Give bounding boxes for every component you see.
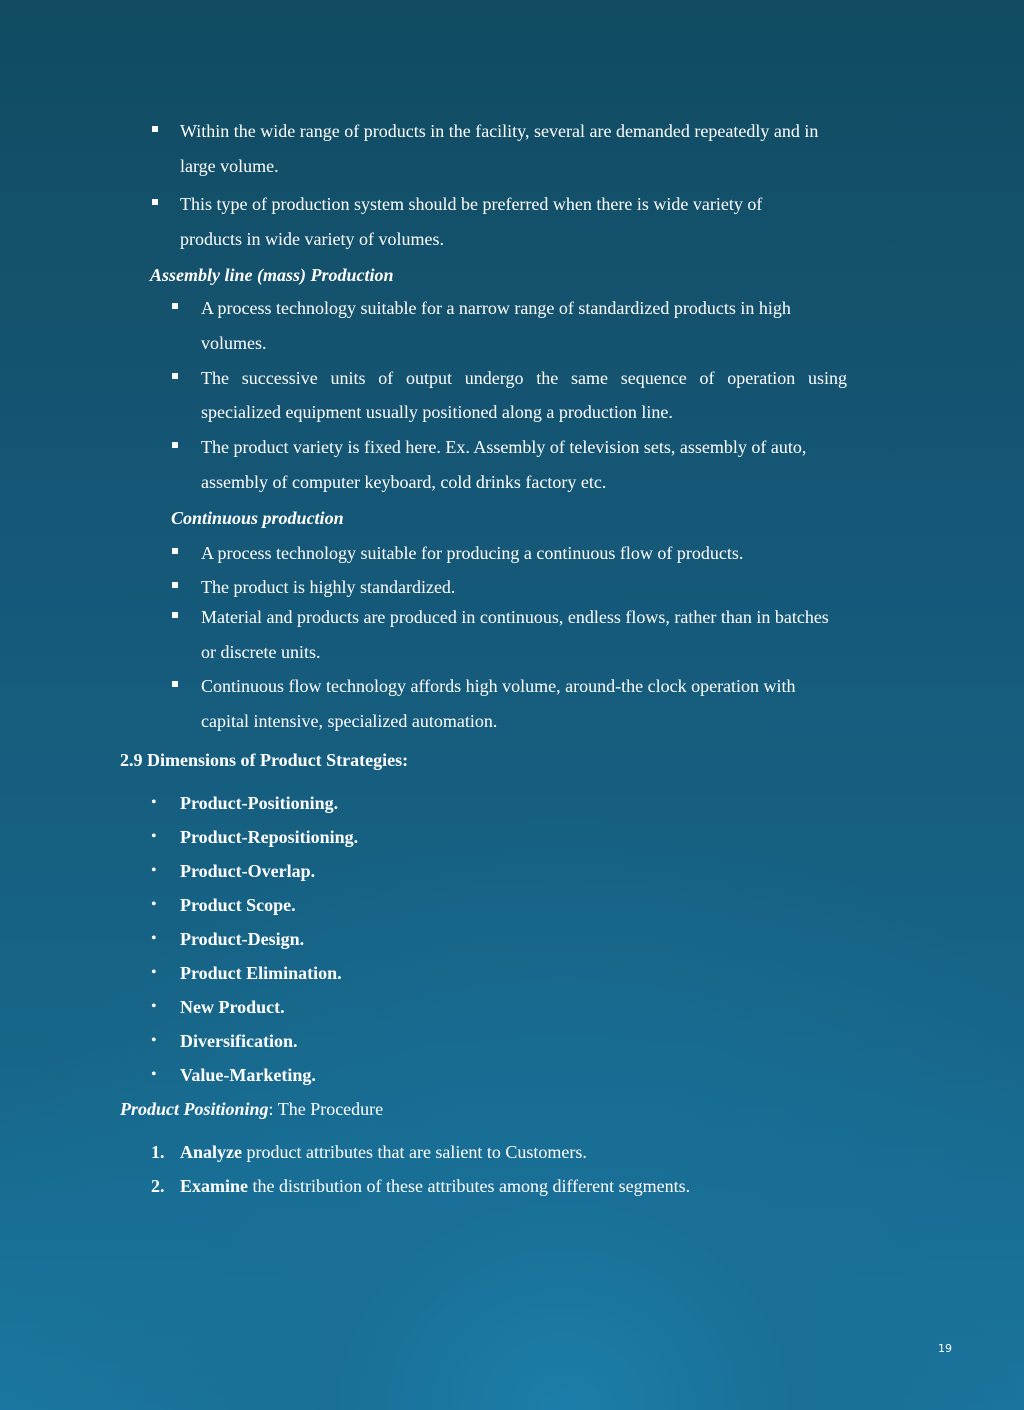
bullet-dot-icon: •: [151, 862, 157, 879]
bullet-square-icon: [172, 548, 178, 554]
bullet-dot-icon: •: [151, 964, 157, 981]
dimension-item: Product Elimination.: [180, 963, 342, 983]
step-verb: Examine: [180, 1176, 249, 1196]
continuous-bullet-1: A process technology suitable for producing a continuous flow of products.: [201, 543, 744, 563]
step-text: the distribution of these attributes among different segments.: [248, 1176, 691, 1196]
assembly-bullet-3-line1: The product variety is fixed here. Ex. Assembly of television sets, assembly of auto,: [201, 437, 807, 457]
dimension-item: Product Scope.: [180, 895, 296, 915]
dimension-item: Product-Design.: [180, 929, 305, 949]
positioning-heading-rest: : The Procedure: [268, 1099, 384, 1119]
bullet-dot-icon: •: [151, 1066, 157, 1083]
continuous-bullet-3-line1: Material and products are produced in continuous, endless flows, rather than in batches: [201, 607, 829, 627]
bullet-square-icon: [152, 199, 158, 205]
step-text: product attributes that are salient to Customers.: [242, 1142, 587, 1162]
assembly-bullet-1-line1: A process technology suitable for a narrow range of standardized products in high: [201, 298, 791, 318]
bullet-square-icon: [172, 582, 178, 588]
intro-bullet-1-line2: large volume.: [180, 156, 279, 176]
dimension-item: Diversification.: [180, 1031, 298, 1051]
assembly-bullet-2-line1: The successive units of output undergo the same sequence of operation using: [201, 368, 847, 388]
assembly-heading: Assembly line (mass) Production: [150, 265, 394, 285]
bullet-square-icon: [172, 373, 178, 379]
bullet-square-icon: [172, 681, 178, 687]
assembly-bullet-1-line2: volumes.: [201, 333, 267, 353]
dimension-item: New Product.: [180, 997, 285, 1017]
continuous-bullet-4-line2: capital intensive, specialized automation.: [201, 711, 498, 731]
dimension-item: Value-Marketing.: [180, 1065, 316, 1085]
bullet-dot-icon: •: [151, 930, 157, 947]
continuous-bullet-3-line2: or discrete units.: [201, 642, 321, 662]
bullet-dot-icon: •: [151, 794, 157, 811]
dimension-item: Product-Repositioning.: [180, 827, 359, 847]
dimensions-heading: 2.9 Dimensions of Product Strategies:: [120, 750, 409, 770]
step-number: 1.: [151, 1142, 165, 1162]
dimension-item: Product-Positioning.: [180, 793, 339, 813]
assembly-bullet-3-line2: assembly of computer keyboard, cold drinks factory etc.: [201, 472, 607, 492]
bullet-dot-icon: •: [151, 1032, 157, 1049]
assembly-bullet-2-line2: specialized equipment usually positioned along a production line.: [201, 402, 673, 422]
positioning-heading: [120, 1100, 383, 1118]
bullet-square-icon: [172, 442, 178, 448]
bullet-dot-icon: •: [151, 896, 157, 913]
intro-bullet-2-line1: This type of production system should be preferred when there is wide variety of: [180, 194, 763, 214]
step-verb: Analyze: [180, 1142, 242, 1162]
bullet-square-icon: [152, 126, 158, 132]
intro-bullet-1-line1: Within the wide range of products in the facility, several are demanded repeatedly and in: [180, 121, 819, 141]
positioning-step-1: [180, 1143, 587, 1161]
bullet-dot-icon: •: [151, 998, 157, 1015]
bullet-square-icon: [172, 612, 178, 618]
positioning-step-2: [180, 1177, 690, 1195]
bullet-square-icon: [172, 303, 178, 309]
continuous-bullet-2: The product is highly standardized.: [201, 577, 456, 597]
intro-bullet-2-line2: products in wide variety of volumes.: [180, 229, 444, 249]
positioning-heading-italic: Product Positioning: [120, 1099, 269, 1119]
continuous-heading: Continuous production: [171, 508, 344, 528]
step-number: 2.: [151, 1176, 165, 1196]
dimension-item: Product-Overlap.: [180, 861, 316, 881]
bullet-dot-icon: •: [151, 828, 157, 845]
continuous-bullet-4-line1: Continuous flow technology affords high volume, around-the clock operation with: [201, 676, 796, 696]
page-number: 19: [938, 1342, 952, 1355]
